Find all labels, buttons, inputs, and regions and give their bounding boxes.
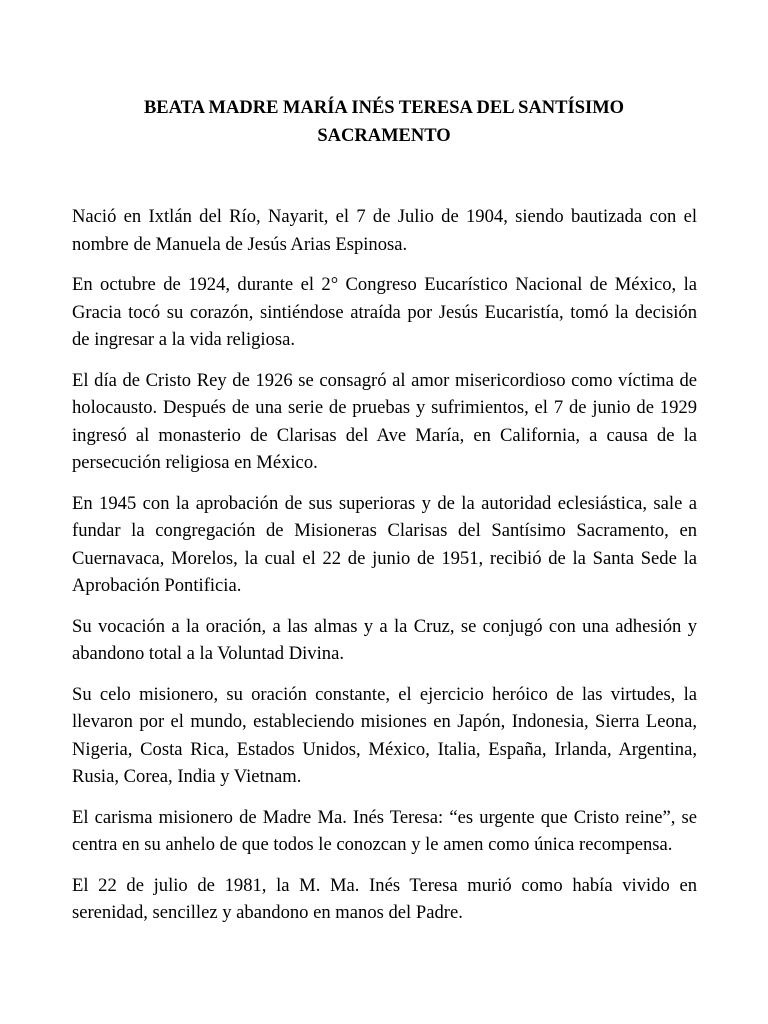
- paragraph-vocation: Su vocación a la oración, a las almas y a la Cruz, se conjugó con una adhesión y abandono total a la Voluntad Divina.: [72, 615, 697, 664]
- paragraph-birth: Nació en Ixtlán del Río, Nayarit, el 7 de Julio de 1904, siendo bautizada con el nombre de Manuela de Jesús Arias Espinosa.: [72, 206, 697, 255]
- paragraph-missions: Su celo misionero, su oración constante, el ejercicio heróico de las virtudes, la llevaron por el mundo, estableciendo misiones en Japón, Indonesia, Sierra Leona, Nigeria, Costa Rica, Estados Unidos, México, Italia, España, Irlanda, Argentina, Rusia, Corea, India y Vietnam.: [72, 683, 697, 787]
- paragraph-foundation: En 1945 con la aprobación de sus superioras y de la autoridad eclesiástica, sale a fundar la congregación de Misioneras Clarisas del Santísimo Sacramento, en Cuernavaca, Morelos, la cual el 22 de junio de 1951, recibió de la Santa Sede la Aprobación Pontificia.: [72, 492, 697, 596]
- paragraph-charism: El carisma misionero de Madre Ma. Inés Teresa: “es urgente que Cristo reine”, se centra en su anhelo de que todos le conozcan y le amen como única recompensa.: [72, 806, 697, 855]
- paragraph-death: El 22 de julio de 1981, la M. Ma. Inés Teresa murió como había vivido en serenidad, sencillez y abandono en manos del Padre.: [72, 874, 697, 923]
- paragraph-vocation-call: En octubre de 1924, durante el 2° Congreso Eucarístico Nacional de México, la Gracia tocó su corazón, sintiéndose atraída por Jesús Eucaristía, tomó la decisión de ingresar a la vida religiosa.: [72, 274, 697, 350]
- title-line-1: BEATA MADRE MARÍA INÉS TERESA DEL SANTÍSIMO: [143, 98, 625, 118]
- title-line-2: SACRAMENTO: [317, 126, 451, 146]
- document-body: [72, 203, 697, 940]
- paragraph-consecration: El día de Cristo Rey de 1926 se consagró al amor misericordioso como víctima de holocausto. Después de una serie de pruebas y sufrimientos, el 7 de junio de 1929 ingresó al monasterio de Clarisas del Ave María, en California, a causa de la persecución religiosa en México.: [72, 369, 697, 473]
- document-title: [72, 94, 696, 150]
